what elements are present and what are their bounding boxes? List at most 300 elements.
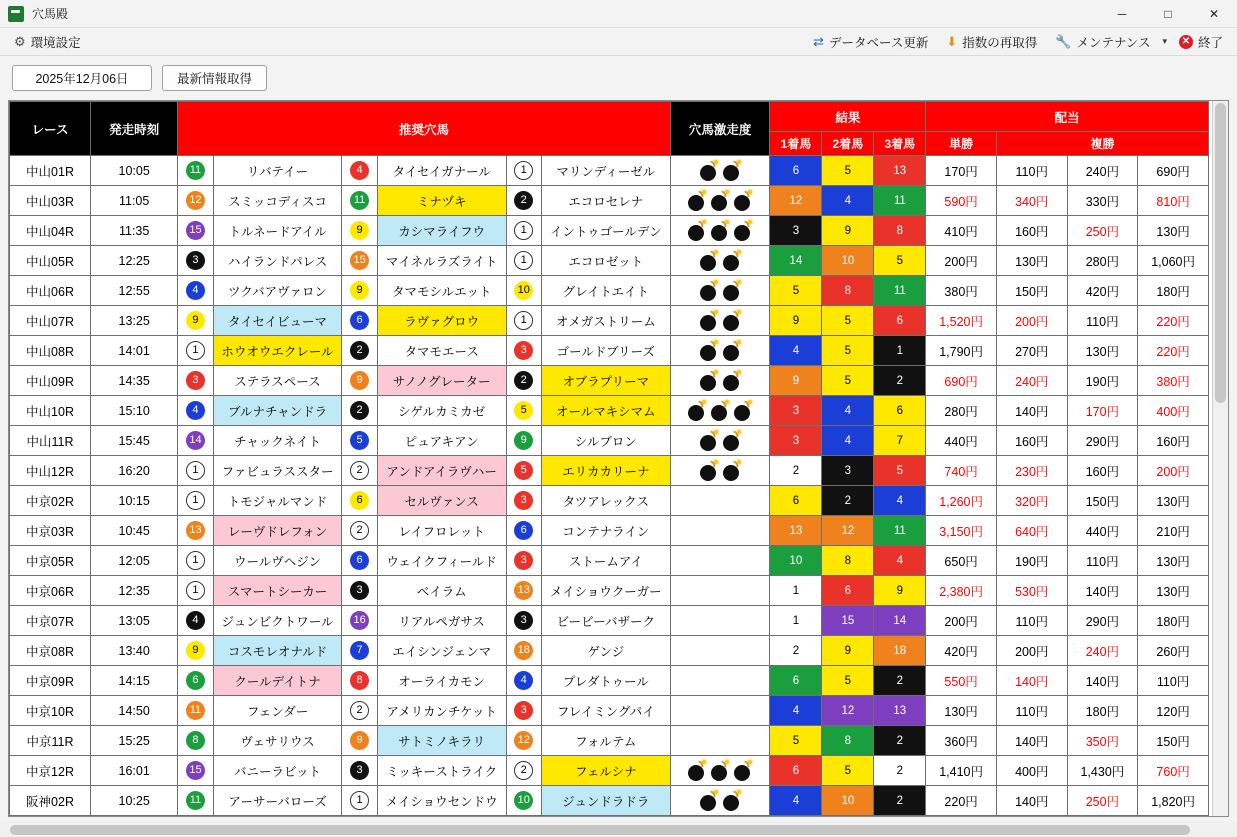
bomb-icon <box>722 431 742 451</box>
table-row[interactable] <box>10 156 1209 186</box>
race-table-scroll <box>9 101 1212 816</box>
bomb-icon <box>710 761 730 781</box>
col-header-payout[interactable]: 配当 <box>926 102 1209 132</box>
wrench-icon: 🔧 <box>1055 34 1072 49</box>
cell-race: 中山09R <box>10 366 91 396</box>
table-row[interactable] <box>10 696 1209 726</box>
result-number: 10 <box>841 794 855 807</box>
cell-result-place-2 <box>822 756 874 786</box>
result-number: 5 <box>844 314 852 327</box>
cell-post-time: 14:35 <box>91 366 178 396</box>
cell-pick-number-3 <box>506 636 541 666</box>
pick-number-badge: 2 <box>350 701 369 720</box>
cell-pick-name-2: シゲルカミカゼ <box>377 396 506 426</box>
cell-tansho-payout: 420円 <box>926 636 997 666</box>
cell-pick-number-2 <box>342 216 377 246</box>
cell-pick-name-2: サトミノキラリ <box>377 726 506 756</box>
cell-tansho-payout: 410円 <box>926 216 997 246</box>
cell-result-place-2 <box>822 336 874 366</box>
menu-item-settings[interactable] <box>6 30 89 54</box>
result-number: 11 <box>893 194 906 207</box>
fetch-latest-button[interactable]: 最新情報取得 <box>162 65 267 91</box>
cell-pick-number-3 <box>506 306 541 336</box>
cell-fukusho-payout-2: 330円 <box>1067 186 1138 216</box>
pick-number-badge: 3 <box>514 701 533 720</box>
cell-fukusho-payout-2: 170円 <box>1067 396 1138 426</box>
cell-result-place-2 <box>822 156 874 186</box>
cell-pick-name-2: カシマライフウ <box>377 216 506 246</box>
bomb-icon <box>687 761 707 781</box>
cell-result-place-1 <box>770 276 822 306</box>
table-row[interactable] <box>10 546 1209 576</box>
col-header-post-time[interactable]: 発走時刻 <box>91 102 178 156</box>
cell-pick-name-3: メイショウクーガー <box>541 576 670 606</box>
cell-pick-name-3: エコロゼット <box>541 246 670 276</box>
bomb-icon <box>699 461 719 481</box>
pick-number-badge: 8 <box>350 671 369 690</box>
cell-result-place-3 <box>874 576 926 606</box>
cell-pick-name-1: アーサーバローズ <box>213 786 342 816</box>
result-number: 4 <box>844 194 852 207</box>
table-row[interactable] <box>10 516 1209 546</box>
cell-result-place-3 <box>874 726 926 756</box>
cell-pick-number-2 <box>342 756 377 786</box>
cell-pick-name-1: スマートシーカー <box>213 576 342 606</box>
table-row[interactable] <box>10 486 1209 516</box>
cell-fukusho-payout-1: 240円 <box>996 366 1067 396</box>
cell-pick-name-3: ゴールドブリーズ <box>541 336 670 366</box>
cell-pick-number-3 <box>506 366 541 396</box>
result-number: 6 <box>896 314 904 327</box>
cell-tansho-payout: 360円 <box>926 726 997 756</box>
cell-result-place-1 <box>770 756 822 786</box>
cell-tansho-payout: 200円 <box>926 606 997 636</box>
result-number: 10 <box>789 554 803 567</box>
bomb-icon <box>699 311 719 331</box>
menu-item-exit-label: 終了 <box>1197 35 1223 50</box>
cell-tansho-payout: 690円 <box>926 366 997 396</box>
cell-fukusho-payout-1: 140円 <box>996 666 1067 696</box>
cell-tansho-payout: 740円 <box>926 456 997 486</box>
cell-pick-name-3: フォルテム <box>541 726 670 756</box>
pick-number-badge: 15 <box>186 761 205 780</box>
cell-post-time: 12:35 <box>91 576 178 606</box>
result-number: 5 <box>844 164 852 177</box>
cell-pick-number-2 <box>342 426 377 456</box>
cell-result-place-2 <box>822 396 874 426</box>
cell-pick-number-3 <box>506 276 541 306</box>
pick-number-badge: 1 <box>186 491 205 510</box>
bomb-icon <box>699 431 719 451</box>
cell-pick-name-2: ミナヅキ <box>377 186 506 216</box>
cell-post-time: 12:25 <box>91 246 178 276</box>
cell-fukusho-payout-3: 1,820円 <box>1138 786 1209 816</box>
cell-pick-number-1 <box>178 216 213 246</box>
cell-fukusho-payout-1: 340円 <box>996 186 1067 216</box>
pick-number-badge: 1 <box>186 581 205 600</box>
result-number: 6 <box>792 674 800 687</box>
cell-pick-number-1 <box>178 336 213 366</box>
cell-fukusho-payout-2: 1,430円 <box>1067 756 1138 786</box>
cell-result-place-1 <box>770 576 822 606</box>
cell-pick-number-2 <box>342 306 377 336</box>
result-number: 8 <box>844 734 852 747</box>
cell-result-place-2 <box>822 786 874 816</box>
cell-pick-number-3 <box>506 726 541 756</box>
cell-fukusho-payout-2: 190円 <box>1067 366 1138 396</box>
table-row[interactable] <box>10 426 1209 456</box>
cell-race: 中京05R <box>10 546 91 576</box>
pick-number-badge: 7 <box>350 641 369 660</box>
table-row[interactable] <box>10 456 1209 486</box>
cell-result-place-2 <box>822 216 874 246</box>
cell-result-place-1 <box>770 306 822 336</box>
cell-result-place-3 <box>874 246 926 276</box>
cell-result-place-1 <box>770 216 822 246</box>
cell-fukusho-payout-3: 220円 <box>1138 336 1209 366</box>
cell-pick-name-2: メイショウセンドウ <box>377 786 506 816</box>
cell-pick-number-2 <box>342 336 377 366</box>
result-number: 8 <box>896 224 904 237</box>
cell-result-place-2 <box>822 516 874 546</box>
cell-pick-name-2: ピュアキアン <box>377 426 506 456</box>
cell-fukusho-payout-1: 160円 <box>996 426 1067 456</box>
cell-result-place-3 <box>874 546 926 576</box>
pick-number-badge: 1 <box>186 461 205 480</box>
cell-pick-number-3 <box>506 756 541 786</box>
pick-number-badge: 12 <box>186 191 205 210</box>
pick-number-badge: 15 <box>186 221 205 240</box>
cell-result-place-1 <box>770 786 822 816</box>
cell-pick-name-3: コンテナライン <box>541 516 670 546</box>
menu-item-settings-label: 環境設定 <box>30 35 81 50</box>
cell-fukusho-payout-3: 130円 <box>1138 486 1209 516</box>
cell-pick-number-3 <box>506 156 541 186</box>
pick-number-badge: 1 <box>186 341 205 360</box>
pick-number-badge: 9 <box>350 371 369 390</box>
result-number: 2 <box>896 674 904 687</box>
cell-fukusho-payout-2: 420円 <box>1067 276 1138 306</box>
cell-geki-rating <box>670 186 770 216</box>
bomb-icon <box>722 251 742 271</box>
cell-pick-name-2: レイフロレット <box>377 516 506 546</box>
minimize-button[interactable]: ─ <box>1117 6 1127 21</box>
table-row[interactable] <box>10 216 1209 246</box>
pick-number-badge: 3 <box>350 581 369 600</box>
cell-pick-number-2 <box>342 276 377 306</box>
cell-pick-number-1 <box>178 606 213 636</box>
table-row[interactable] <box>10 636 1209 666</box>
cell-tansho-payout: 3,150円 <box>926 516 997 546</box>
cell-pick-name-1: ウールヴヘジン <box>213 546 342 576</box>
cell-fukusho-payout-2: 280円 <box>1067 246 1138 276</box>
maximize-button[interactable]: □ <box>1164 6 1172 21</box>
table-row[interactable] <box>10 246 1209 276</box>
cell-geki-rating <box>670 156 770 186</box>
cell-result-place-3 <box>874 516 926 546</box>
cell-pick-name-1: レーヴドレフォン <box>213 516 342 546</box>
cell-result-place-1 <box>770 666 822 696</box>
vertical-scrollbar[interactable] <box>1212 101 1228 816</box>
cell-pick-number-1 <box>178 756 213 786</box>
result-number: 4 <box>896 494 904 507</box>
bomb-icon <box>710 221 730 241</box>
cell-pick-name-1: バニーラビット <box>213 756 342 786</box>
cell-pick-number-1 <box>178 306 213 336</box>
bomb-icon <box>687 221 707 241</box>
cell-fukusho-payout-2: 240円 <box>1067 636 1138 666</box>
cell-pick-name-3: ビービーバザーク <box>541 606 670 636</box>
cell-result-place-1 <box>770 486 822 516</box>
menu-item-maintenance[interactable] <box>1047 30 1158 54</box>
cell-pick-number-1 <box>178 726 213 756</box>
table-row[interactable] <box>10 336 1209 366</box>
chevron-down-icon[interactable]: ▾ <box>1162 36 1167 46</box>
col-header-race[interactable]: レース <box>10 102 91 156</box>
result-number: 15 <box>841 614 855 627</box>
cell-fukusho-payout-3: 690円 <box>1138 156 1209 186</box>
pick-number-badge: 1 <box>514 221 533 240</box>
cell-pick-number-1 <box>178 516 213 546</box>
pick-number-badge: 9 <box>514 431 533 450</box>
cell-tansho-payout: 650円 <box>926 546 997 576</box>
result-number: 3 <box>844 464 852 477</box>
cell-race: 中京10R <box>10 696 91 726</box>
pick-number-badge: 4 <box>186 611 205 630</box>
cell-race: 中京09R <box>10 666 91 696</box>
race-table-container <box>8 100 1229 817</box>
pick-number-badge: 10 <box>514 791 533 810</box>
cell-tansho-payout: 280円 <box>926 396 997 426</box>
result-number: 8 <box>844 284 852 297</box>
pick-number-badge: 4 <box>186 401 205 420</box>
result-number: 4 <box>792 344 800 357</box>
cell-pick-name-3: ジュンドラドラ <box>541 786 670 816</box>
pick-number-badge: 1 <box>514 251 533 270</box>
cell-geki-rating <box>670 216 770 246</box>
cell-pick-name-3: エコロセレナ <box>541 186 670 216</box>
result-number: 5 <box>844 374 852 387</box>
result-number: 1 <box>792 584 800 597</box>
table-row[interactable] <box>10 276 1209 306</box>
col-header-recommend[interactable]: 推奨穴馬 <box>178 102 670 156</box>
cell-result-place-2 <box>822 636 874 666</box>
table-row[interactable] <box>10 186 1209 216</box>
cell-race: 中京06R <box>10 576 91 606</box>
cell-pick-name-3: オールマキシマム <box>541 396 670 426</box>
cell-pick-name-1: ツクバアヴァロン <box>213 276 342 306</box>
cell-result-place-2 <box>822 456 874 486</box>
result-number: 3 <box>792 404 800 417</box>
cell-pick-number-1 <box>178 666 213 696</box>
cell-fukusho-payout-3: 130円 <box>1138 546 1209 576</box>
result-number: 11 <box>893 284 906 297</box>
cell-result-place-1 <box>770 696 822 726</box>
cell-pick-name-3: マリンディーゼル <box>541 156 670 186</box>
cell-pick-number-1 <box>178 156 213 186</box>
cell-pick-name-2: オーライカモン <box>377 666 506 696</box>
menu-item-exit[interactable] <box>1171 30 1231 54</box>
horizontal-scrollbar[interactable] <box>8 823 1229 837</box>
horizontal-scrollbar-thumb[interactable] <box>10 825 1190 835</box>
col-header-geki[interactable]: 穴馬激走度 <box>670 102 770 156</box>
table-row[interactable] <box>10 756 1209 786</box>
pick-number-badge: 6 <box>350 311 369 330</box>
cell-fukusho-payout-1: 530円 <box>996 576 1067 606</box>
cell-result-place-3 <box>874 606 926 636</box>
cell-result-place-1 <box>770 156 822 186</box>
close-button[interactable]: ✕ <box>1208 6 1220 21</box>
result-number: 9 <box>792 374 800 387</box>
result-number: 2 <box>792 644 800 657</box>
cell-pick-number-2 <box>342 156 377 186</box>
pick-number-badge: 10 <box>514 281 533 300</box>
cell-result-place-3 <box>874 426 926 456</box>
bomb-icon <box>722 341 742 361</box>
cell-result-place-3 <box>874 666 926 696</box>
cell-pick-number-1 <box>178 426 213 456</box>
controls-bar <box>0 56 1237 100</box>
cell-geki-rating <box>670 246 770 276</box>
cell-fukusho-payout-2: 110円 <box>1067 546 1138 576</box>
result-number: 8 <box>844 554 852 567</box>
cell-post-time: 13:05 <box>91 606 178 636</box>
cell-result-place-3 <box>874 486 926 516</box>
pick-number-badge: 14 <box>186 431 205 450</box>
cell-fukusho-payout-1: 140円 <box>996 786 1067 816</box>
cell-fukusho-payout-2: 240円 <box>1067 156 1138 186</box>
pick-number-badge: 1 <box>514 161 533 180</box>
table-row[interactable] <box>10 606 1209 636</box>
cell-race: 中京03R <box>10 516 91 546</box>
cell-pick-name-3: プレダトゥール <box>541 666 670 696</box>
pick-number-badge: 11 <box>186 701 205 720</box>
cell-fukusho-payout-2: 250円 <box>1067 216 1138 246</box>
cell-pick-name-3: グレイトエイト <box>541 276 670 306</box>
bomb-icon <box>699 791 719 811</box>
result-number: 5 <box>844 764 852 777</box>
pick-number-badge: 4 <box>186 281 205 300</box>
result-number: 4 <box>792 704 800 717</box>
vertical-scrollbar-thumb[interactable] <box>1215 103 1226 403</box>
bomb-icon <box>733 221 753 241</box>
result-number: 5 <box>844 344 852 357</box>
result-number: 2 <box>896 374 904 387</box>
cell-result-place-3 <box>874 786 926 816</box>
bomb-icon <box>722 371 742 391</box>
cell-pick-number-1 <box>178 186 213 216</box>
result-number: 6 <box>896 404 904 417</box>
cell-result-place-1 <box>770 396 822 426</box>
table-row[interactable] <box>10 396 1209 426</box>
cell-pick-number-3 <box>506 426 541 456</box>
cell-result-place-3 <box>874 156 926 186</box>
cell-post-time: 13:25 <box>91 306 178 336</box>
pick-number-badge: 6 <box>350 491 369 510</box>
table-row[interactable] <box>10 366 1209 396</box>
table-row[interactable] <box>10 786 1209 816</box>
cell-fukusho-payout-3: 150円 <box>1138 726 1209 756</box>
cell-fukusho-payout-3: 130円 <box>1138 216 1209 246</box>
cell-race: 中京11R <box>10 726 91 756</box>
cell-result-place-3 <box>874 636 926 666</box>
pick-number-badge: 3 <box>514 341 533 360</box>
cell-pick-number-3 <box>506 186 541 216</box>
bomb-icon <box>687 191 707 211</box>
table-row[interactable] <box>10 726 1209 756</box>
pick-number-badge: 18 <box>514 641 533 660</box>
cell-pick-number-2 <box>342 786 377 816</box>
cell-geki-rating <box>670 336 770 366</box>
cell-result-place-1 <box>770 336 822 366</box>
cell-result-place-1 <box>770 636 822 666</box>
bomb-icon <box>722 311 742 331</box>
cell-race: 中山11R <box>10 426 91 456</box>
menu-item-reacquire[interactable] <box>938 30 1045 54</box>
result-number: 14 <box>789 254 803 267</box>
cell-pick-name-2: タマモエース <box>377 336 506 366</box>
cell-pick-number-3 <box>506 786 541 816</box>
cell-fukusho-payout-1: 200円 <box>996 636 1067 666</box>
close-circle-icon: ✕ <box>1179 35 1193 49</box>
cell-result-place-1 <box>770 546 822 576</box>
table-row[interactable] <box>10 576 1209 606</box>
pick-number-badge: 9 <box>350 281 369 300</box>
cell-fukusho-payout-1: 200円 <box>996 306 1067 336</box>
cell-geki-rating <box>670 696 770 726</box>
cell-fukusho-payout-3: 120円 <box>1138 696 1209 726</box>
cell-pick-number-3 <box>506 546 541 576</box>
col-header-place3[interactable]: 3着馬 <box>874 132 926 156</box>
result-number: 13 <box>789 524 803 537</box>
cell-result-place-3 <box>874 396 926 426</box>
pick-number-badge: 4 <box>514 671 533 690</box>
bomb-icon <box>722 791 742 811</box>
cell-result-place-2 <box>822 546 874 576</box>
cell-pick-number-3 <box>506 606 541 636</box>
menu-item-db-update[interactable] <box>805 30 936 54</box>
cell-post-time: 15:10 <box>91 396 178 426</box>
bomb-icon <box>722 161 742 181</box>
col-header-tansho[interactable]: 単勝 <box>926 132 997 156</box>
result-number: 1 <box>896 344 904 357</box>
col-header-result[interactable]: 結果 <box>770 102 926 132</box>
cell-fukusho-payout-3: 760円 <box>1138 756 1209 786</box>
pick-number-badge: 11 <box>186 791 205 810</box>
table-row[interactable] <box>10 666 1209 696</box>
cell-result-place-2 <box>822 186 874 216</box>
cell-pick-name-2: ウェイクフィールド <box>377 546 506 576</box>
col-header-place1[interactable]: 1着馬 <box>770 132 822 156</box>
result-number: 9 <box>896 584 904 597</box>
pick-number-badge: 2 <box>514 761 533 780</box>
col-header-place2[interactable]: 2着馬 <box>822 132 874 156</box>
cell-fukusho-payout-2: 140円 <box>1067 666 1138 696</box>
result-number: 3 <box>792 224 800 237</box>
cell-fukusho-payout-3: 220円 <box>1138 306 1209 336</box>
pick-number-badge: 1 <box>186 551 205 570</box>
table-row[interactable] <box>10 306 1209 336</box>
cell-result-place-2 <box>822 696 874 726</box>
result-number: 5 <box>896 464 904 477</box>
result-number: 10 <box>841 254 855 267</box>
cell-race: 中山05R <box>10 246 91 276</box>
cell-pick-number-2 <box>342 456 377 486</box>
pick-number-badge: 2 <box>514 371 533 390</box>
cell-pick-number-1 <box>178 576 213 606</box>
date-input[interactable]: 2025年12月06日 <box>12 65 152 91</box>
col-header-fukusho[interactable]: 複勝 <box>996 132 1208 156</box>
